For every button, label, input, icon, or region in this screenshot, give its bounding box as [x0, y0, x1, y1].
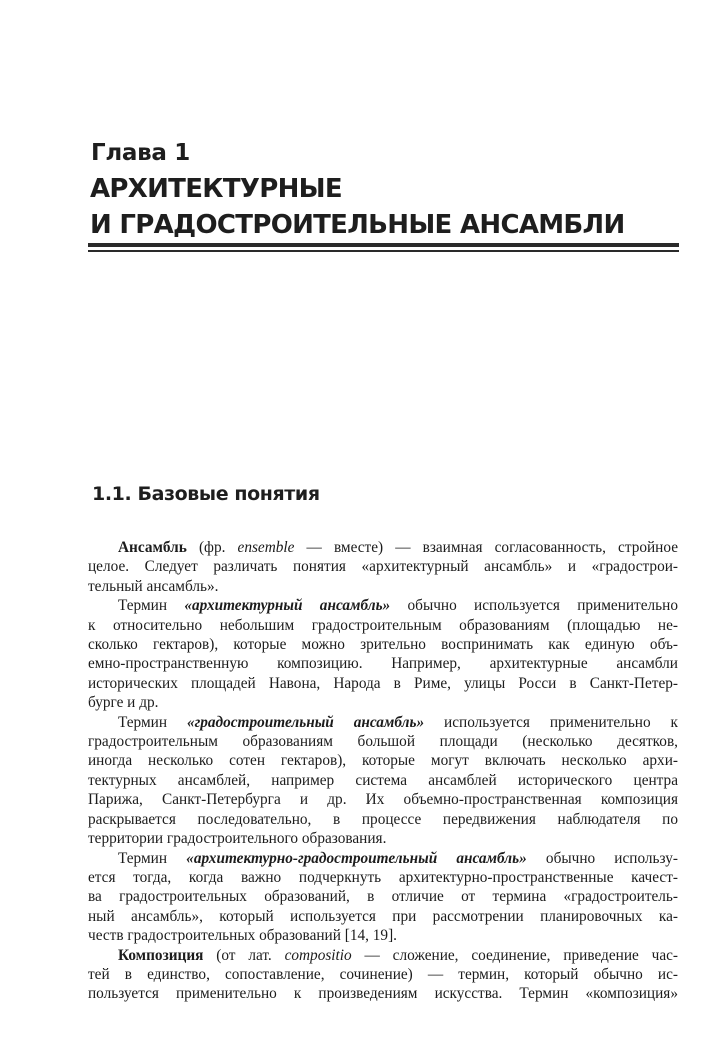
chapter-title-line: АРХИТЕКТУРНЫЕ: [90, 174, 342, 204]
text-line: [88, 713, 678, 732]
text-line: территории градостроительного образования.: [88, 830, 387, 848]
paragraph: [88, 849, 678, 946]
term-italic: ensemble: [237, 539, 295, 556]
text-line: иногда несколько сотен гектаров), которые могут включать несколько архи-: [88, 752, 678, 770]
paragraph: [88, 538, 678, 596]
text-line: [88, 538, 678, 557]
term-bold: Композиция: [118, 946, 204, 964]
text-line: Парижа, Санкт-Петербурга и др. Их объемно-пространственная композиция: [88, 791, 678, 809]
term-bold-italic: «архитектурный ансамбль»: [184, 597, 391, 615]
text-run: — вместе) — взаимная согласованность, стройное: [294, 539, 678, 556]
text-line: сколько гектаров), которые можно зрительно воспринимать как единую объ-: [88, 636, 678, 654]
text-line: [88, 596, 678, 615]
text-line: пользуется применительно к произведениям искусства. Термин «композиция»: [88, 985, 678, 1003]
text-line: ный ансамбль», который используется при рассмотрении планировочных ка-: [88, 907, 678, 925]
text-line: тей в единство, сопоставление, сочинение) — термин, который обычно ис-: [88, 965, 678, 983]
term-bold-italic: «архитектурно-градостроительный ансамбль»: [186, 849, 527, 867]
text-run: Термин: [118, 849, 187, 867]
text-line: ва градостроительных образований, в отличие от термина «градостроитель-: [88, 888, 678, 906]
text-run: Термин: [118, 597, 185, 615]
text-line: раскрывается последовательно, в процессе передвижения наблюдателя по: [88, 810, 678, 828]
term-bold-italic: «градостроительный ансамбль»: [186, 713, 425, 731]
text-line: целое. Следует различать понятия «архитектурный ансамбль» и «градострои-: [88, 558, 678, 576]
text-line: к относительно небольшим градостроительным образованиям (площадью не-: [88, 616, 678, 634]
text-line: [88, 849, 678, 868]
text-line: честв градостроительных образований [14, 19].: [88, 927, 397, 945]
chapter-title: [90, 171, 625, 243]
chapter-label: Глава 1: [91, 140, 191, 166]
paragraph: [88, 596, 678, 712]
text-line: [88, 946, 678, 965]
text-run: Термин: [118, 713, 187, 731]
text-line: тектурных ансамблей, например система ансамблей исторического центра: [88, 771, 678, 789]
chapter-title-line: И ГРАДОСТРОИТЕЛЬНЫЕ АНСАМБЛИ: [90, 210, 625, 240]
paragraph: [88, 713, 678, 849]
text-line: емно-пространственную композицию. Например, архитектурные ансамбли: [88, 655, 678, 673]
body-text: [88, 538, 678, 1004]
text-run: — сложение, соединение, приведение час-: [351, 946, 678, 964]
text-line: градостроительным образованиям большой площади (несколько десятков,: [88, 733, 678, 751]
paragraph: [88, 946, 678, 1004]
text-run: (от лат.: [203, 946, 285, 964]
text-line: исторических площадей Навона, Народа в Риме, улицы Росси в Санкт-Петер-: [88, 674, 678, 692]
chapter-rule-thin: [88, 250, 679, 252]
text-run: используется применительно к: [424, 713, 678, 731]
term-bold: Ансамбль: [118, 539, 187, 556]
chapter-rule-thick: [88, 243, 679, 247]
section-title: 1.1. Базовые понятия: [92, 483, 320, 505]
text-line: бурге и др.: [88, 694, 159, 712]
text-line: тельный ансамбль».: [88, 577, 219, 595]
text-run: обычно использу-: [526, 849, 678, 867]
text-run: (фр.: [186, 539, 238, 556]
text-line: ется тогда, когда важно подчеркнуть архитектурно-пространственные качест-: [88, 868, 678, 886]
text-run: обычно используется применительно: [390, 597, 678, 615]
term-italic: compositio: [284, 946, 352, 964]
